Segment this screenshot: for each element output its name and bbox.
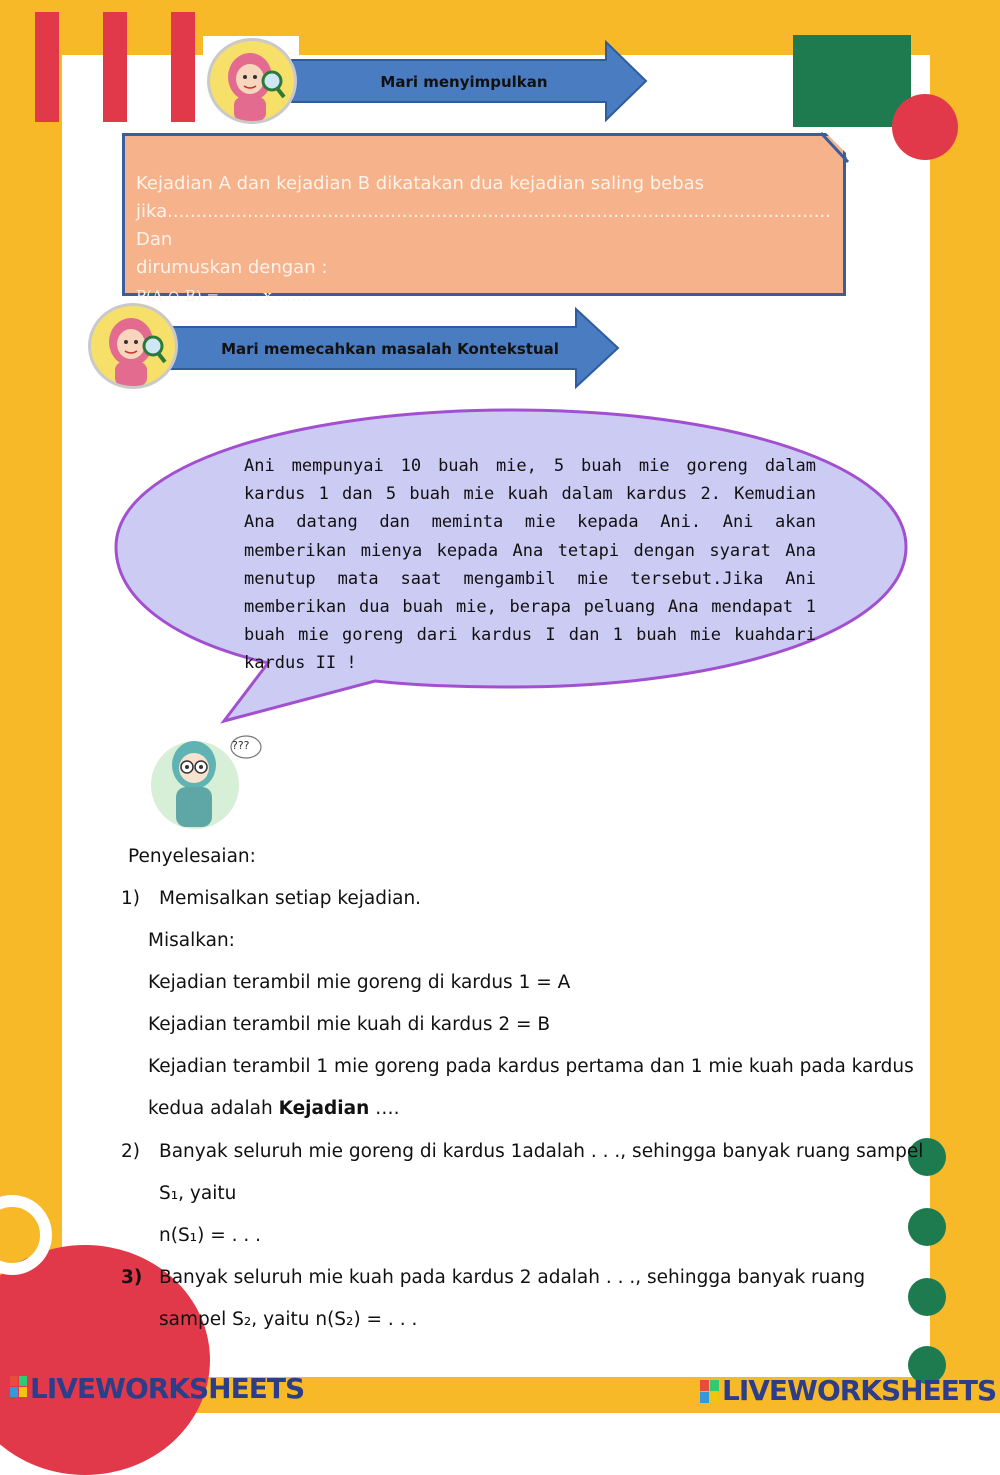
solution-heading: Penyelesaian: [128, 846, 256, 867]
watermark-right: LIVEWORKSHEETS [722, 1374, 997, 1407]
step-3-line-1: Banyak seluruh mie kuah pada kardus 2 adalah . . ., sehingga banyak ruang [159, 1267, 866, 1288]
event-ab-line-2 [148, 1098, 400, 1119]
red-stripe [103, 12, 127, 122]
step-2-line-1: Banyak seluruh mie goreng di kardus 1adalah . . ., sehingga banyak ruang sampel [159, 1141, 924, 1162]
step-2-line-2: S₁, yaitu [159, 1183, 237, 1204]
box-corner-cut [815, 128, 855, 168]
definition-formula: P(A ∩ B) = ……. x ……. [136, 287, 312, 305]
event-ab-blank: …. [369, 1098, 400, 1119]
girl-thinking-icon [150, 727, 262, 835]
step-3-number: 3) [121, 1267, 143, 1288]
green-dot-decoration [908, 1208, 946, 1246]
problem-text: Ani mempunyai 10 buah mie, 5 buah mie goreng dalam kardus 1 dan 5 buah mie kuah dalam kardus 2. Kemudian Ana datang dan meminta mie kepada Ani. Ani akan memberikan mienya kepada Ana tetapi dengan syarat Ana menutup mata saat mengambil mie tersebut.Jika Ani memberikan dua buah mie, berapa peluang Ana mendapat 1 buah mie goreng dari kardus I dan 1 buah mie kuahdari kardus II ! [244, 456, 816, 674]
event-ab-line-2-bold: Kejadian [278, 1098, 370, 1119]
event-b-text: Kejadian terambil mie kuah di kardus 2 = B [148, 1014, 551, 1035]
liveworksheets-logo-icon [700, 1380, 720, 1404]
step-3-line-2: sampel S₂, yaitu n(S₂) = . . . [159, 1309, 418, 1330]
red-stripe [171, 12, 195, 122]
green-square-decoration [793, 35, 911, 127]
liveworksheets-logo-icon [10, 1376, 28, 1398]
girl-magnifier-icon [207, 38, 297, 124]
red-circle-decoration [892, 94, 958, 160]
definition-line-3: dirumuskan dengan : [136, 257, 328, 278]
banner-1-title: Mari menyimpulkan [380, 73, 548, 91]
girl-magnifier-icon [88, 303, 178, 389]
event-ab-line-1: Kejadian terambil 1 mie goreng pada kardus pertama dan 1 mie kuah pada kardus [148, 1056, 914, 1077]
definition-text [136, 170, 831, 310]
misalkan-label: Misalkan: [148, 930, 235, 951]
thinking-bubble-text: ??? [232, 739, 250, 752]
step-2-line-3: n(S₁) = . . . [159, 1225, 261, 1246]
watermark-left: LIVEWORKSHEETS [30, 1372, 305, 1405]
event-ab-line-2-pre: kedua adalah [148, 1098, 279, 1119]
step-1-number: 1) [121, 888, 140, 909]
red-stripe [35, 12, 59, 122]
definition-line-1: Kejadian A dan kejadian B dikatakan dua kejadian saling bebas [136, 173, 705, 194]
event-a-text: Kejadian terambil mie goreng di kardus 1 = A [148, 972, 571, 993]
step-2-number: 2) [121, 1141, 140, 1162]
banner-2-title: Mari memecahkan masalah Kontekstual [221, 340, 559, 358]
definition-line-2: jika.................................................................................................................... Dan [136, 201, 831, 250]
step-1-text: Memisalkan setiap kejadian. [159, 888, 422, 909]
green-dot-decoration [908, 1278, 946, 1316]
